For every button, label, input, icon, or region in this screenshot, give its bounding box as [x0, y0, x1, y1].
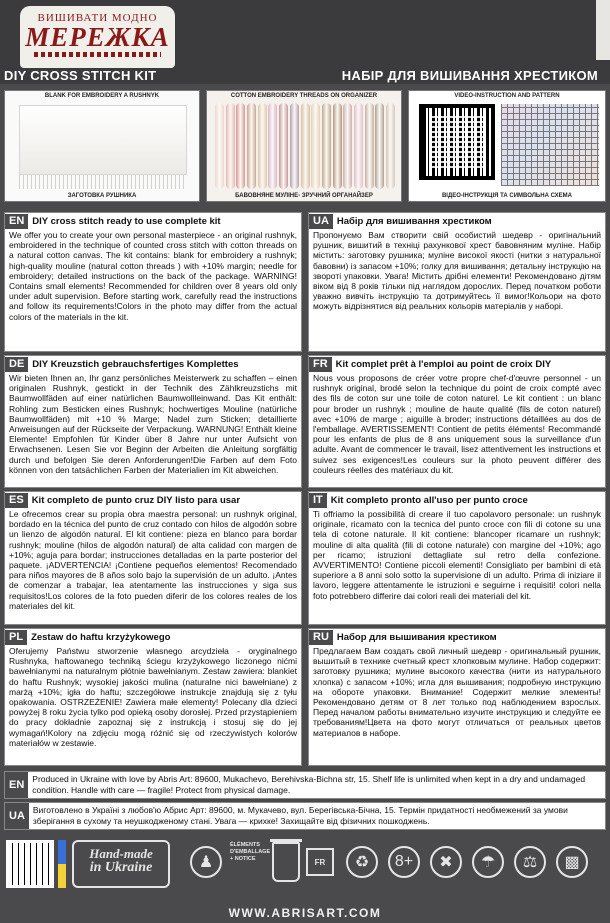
description-ua [308, 212, 606, 352]
handmade-line2: in Ukraine [89, 860, 153, 875]
brand-logo [20, 6, 175, 68]
ukraine-flag-icon [58, 840, 66, 888]
description-fr [308, 355, 606, 488]
photo-caption-bottom: ЗАГОТОВКА РУШНИКА [67, 193, 137, 199]
block-text: We offer you to create your own personal masterpiece - an original rushnyk, embroidered in the technique of counted cross stitch with cotton threads on a natural cotton canvas. The kit contains: blank for embroidery a rushnyk; high-quality mouline (natural cotton threads ) with +10% margin; needle for embroidery; detailed instructions on the back of the package. WARNING! Contains small elements! Recommended for children over 8 years old only under adult supervision. Before starting work, carefully read the instructions and follow its requirements!Colors in the photo may differ from the actual colors of the materials in the kit. [9, 230, 297, 322]
fragile-glass-icon: ▩ [556, 846, 588, 878]
towel-image [19, 105, 187, 175]
thread-skein [386, 103, 395, 189]
lang-code: UA [5, 803, 29, 829]
header [0, 0, 610, 84]
lang-code: RU [309, 630, 333, 645]
description-pl [4, 628, 302, 766]
photo-caption-bottom: ВІДЕО-ІНСТРУКЦІЯ ТА СИМВОЛЬНА СХЕМА [441, 193, 573, 199]
block-title: Набор для вышивания крестиком [336, 632, 497, 643]
block-text: Le ofrecemos crear su propia obra maestra personal: un rushnyk original, bordado en la técnica del punto de cruz contado con hilos de algodón sobre un lienzo de algodón natural. El kit contiene: pieza en blanco para bordar rushnyk; mouline (hilos de algodón natural) de alta calidad con margen de +10%; aguja para bordar; instrucciones detalladas en la parte posterior del paquete. ¡ADVERTENCIA! ¡Contiene pequeños elementos! Recomendado para niños mayores de 8 años solo bajo la supervisión de un adulto. ¡Antes de comenzar a trabajar, lea atentamente las instrucciones y siga sus requisitos!Los colores de la foto pueden diferir de los colores reales de los materiales del kit. [9, 509, 297, 611]
footer [0, 836, 610, 923]
photo-rushnyk-blank [4, 90, 200, 202]
triman-label: ÉLÉMENTS D'EMBALLAGE + NOTICE [230, 842, 271, 862]
lang-code: UA [309, 214, 333, 229]
manufacturer-info-ua [4, 802, 606, 830]
age-8-plus-icon: 8+ [388, 846, 420, 878]
thread-skein [365, 103, 374, 189]
lang-code: FR [309, 357, 332, 372]
towel-fringe [19, 175, 187, 189]
video-qr-code-icon[interactable] [419, 104, 495, 180]
manufacturer-text: Produced in Ukraine with love by Abris Art: 89600, Mukachevo, Berehivska-Bichna str, 15. Shelf life is unlimited when kept in a dry and undamaged condition. Handle with care — fragile! Protect from physical damage. [32, 774, 586, 795]
handmade-badge [72, 840, 170, 888]
package-corner [596, 0, 610, 60]
thread-skein [375, 103, 384, 189]
lang-code: IT [309, 493, 327, 508]
kit-title-en: DIY CROSS STITCH KIT [4, 68, 157, 83]
thread-skein [268, 103, 277, 189]
block-title: DIY cross stitch ready to use complete kit [32, 216, 221, 227]
thread-skein [333, 103, 342, 189]
handle-with-care-icon: ⚖ [514, 846, 546, 878]
photo-caption-top: BLANK FOR EMBROIDERY A RUSHNYK [44, 93, 160, 99]
block-title: Zestaw do haftu krzyżykowego [31, 632, 171, 643]
thread-skein [354, 103, 363, 189]
thread-skein [258, 103, 267, 189]
lang-code: ES [5, 493, 28, 508]
block-title: Kit complet prêt à l'emploi au point de croix DIY [335, 359, 552, 370]
description-en [4, 212, 302, 352]
block-title: Kit completo de punto cruz DIY listo para usar [31, 495, 241, 506]
thread-skein [290, 103, 299, 189]
website-qr-code-icon[interactable] [6, 840, 54, 888]
block-text: Пропонуємо Вам створити свій особистий шедевр - оригінальний рушник, вишитий в техніці рахункової хрест бавовняним муліне. Набір містить: заготовку рушника; муліне високої якості (нитки з натуральної бавовни) із запасом +10%; голку для вишивання; детальну інструкцію на звороті упаковки. Увага! Містить дрібні елементи! Рекомендовано дітям віком від 8 років тільки під наглядом дорослих. Перед початком роботи уважно вивчіть інструкцію та дотримуйтесь її вимог!Кольори на фото можуть відрізнятися від реальних кольорів матеріалів у наборі. [313, 230, 601, 312]
photo-caption-top: COTTON EMBROIDERY THREADS ON ORGANIZER [230, 93, 378, 99]
description-de [4, 355, 302, 488]
logo-brand: МЕРЕЖКА [25, 22, 170, 52]
block-text: Ti offriamo la possibilità di creare il tuo capolavoro personale: un rushnyk originale, ricamato con la tecnica del punto croce con fili di cotone su una tela di cotone naturale. Il kit contiene: blancoper ricamare un rushnyk; mouline di alta qualità (fili di cotone naturale) con margine del +10%; ago per ricamo; istruzioni dettagliate sul retro della confezione. AVVERTIMENTO! Contiene piccoli elementi! Consigliato per bambini di età superiore a 8 anni solo sotto la supervisione di un adulto. Prima di iniziare il lavoro, leggere attentamente le istruzioni e seguirne i requisiti! colori nella foto potrebbero differire dai colori reali dei materiali del kit. [313, 509, 601, 601]
block-text: Nous vous proposons de créer votre propre chef-d'œuvre personnel - un rushnyk original, brodé selon la technique du point de croix compté avec des fils de coton sur une toile de coton naturel. Le kit contient : un blanc pour broder un rushnyk ; mouline de haute qualité (fils de coton naturel) avec +10% de marge ; aiguille à broder; instructions détaillées au dos de l'emballage. AVERTISSEMENT! Contient de petits éléments! Recommandé pour les enfants de plus de 8 ans uniquement sous la surveillance d'un adulte. Avant de commencer le travail, lisez attentivement les instructions et suivez ses exigences!Les couleurs sur la photo peuvent différer des couleurs réelles des matériaux du kit. [313, 373, 601, 475]
lang-code: DE [5, 357, 28, 372]
thread-organizer-image [215, 103, 395, 189]
thread-skein [343, 103, 352, 189]
photo-instruction [408, 90, 606, 202]
description-es [4, 491, 302, 625]
thread-skein [279, 103, 288, 189]
thread-skein [226, 103, 235, 189]
recycle-bin-icon [272, 842, 300, 882]
photo-strip [4, 90, 606, 202]
kit-title-ua: НАБІР ДЛЯ ВИШИВАННЯ ХРЕСТИКОМ [341, 68, 598, 83]
photo-caption-top: VIDEO-INSTRUCTION AND PATTERN [454, 93, 560, 99]
triman-icon: ♟ [190, 846, 222, 878]
thread-skein [301, 103, 310, 189]
lang-code: EN [5, 214, 28, 229]
handmade-line1: Hand-made [89, 846, 153, 861]
photo-threads [206, 90, 402, 202]
keep-dry-umbrella-icon: ☂ [472, 846, 504, 878]
thread-skein [236, 103, 245, 189]
thread-skein [322, 103, 331, 189]
description-ru [308, 628, 606, 766]
recycle-arrows-icon: ♻ [346, 846, 378, 878]
block-text: Wir bieten Ihnen an, Ihr ganz persönliches Meisterwerk zu schaffen – einen originalen Rushnyk, gestickt in der Technik des Zählkreuzstichs mit Baumwollfäden auf einer natürlichen Baumwollleinwand. Das Kit enthält: Rohling zum Besticken eines Rushnyk; hochwertiges Mouline (natürliche Baumwollfäden) mit +10 % Marge; Nadel zum Sticken; detaillierte Anweisungen auf der Rückseite der Verpackung. WARNUNG! Enthält kleine Elemente! Empfohlen für Kinder über 8 Jahre nur unter Aufsicht von Erwachsenen. Lesen Sie vor Beginn der Arbeiten die Anleitung sorgfältig durch und befolgen Sie deren Anforderungen!Die Farben auf dem Foto können von den tatsächlichen Farben der Materialien im Kit abweichen. [9, 373, 297, 475]
recycle-fr-icon: FR [306, 848, 334, 876]
manufacturer-text: Виготовлено в Україні з любов'ю Абрис Арт: 89600, м. Мукачево, вул. Берегівська-Бічна, 15. Термін придатності необмежений за умови зберігання в сухому та неушкодженому стані. Увага — крихке! Захищайте від фізичних пошкоджень. [32, 805, 568, 826]
manufacturer-info-en [4, 771, 606, 799]
block-title: Kit completo pronto all'uso per punto croce [330, 495, 528, 506]
thread-skein [311, 103, 320, 189]
pattern-scheme-image [501, 104, 599, 186]
no-children-icon: ✖ [430, 846, 462, 878]
block-text: Предлагаем Вам создать свой личный шедевр - оригинальный рушник, вышитый в технике счетный крест хлопковым мулине. Набор содержит: заготовку рушника; мулине высокого качества (нити из натурального хлопка) с запасом +10%; игла для вышивания; подробную инструкцию на обороте упаковки. Внимание! Содержит мелкие элементы! Рекомендовано детям от 8 лет только под наблюдением взрослых. Перед началом работы внимательно изучите инструкцию и следуйте ее требованиям!Цвета на фото могут отличаться от реальных цветов материалов в наборе. [313, 646, 601, 738]
block-text: Oferujemy Państwu stworzenie własnego arcydzieła - oryginalnego Rushnyka, haftowanego techniką ściegu krzyżykowego liczonego nićmi bawełnianymi na naturalnym płótnie bawełnianym. Zestaw zawiera: blankiet do haftu Rushnyk; wysokiej jakości mulina (naturalne nici bawełniane) z marżą +10%; igła do haftu; szczegółowe instrukcje znajdują się z tyłu opakowania. OSTRZEŻENIE! Zawiera małe elementy! Polecany dla dzieci powyżej 8 roku życia tylko pod opieką osoby dorosłej. Przed przystąpieniem do pracy dokładnie zapoznaj się z instrukcją i stosuj się do jej wymagań!Kolory na zdjęciu mogą różnić się od rzeczywistych kolorów materiałów w zestawie. [9, 646, 297, 748]
lang-code: PL [5, 630, 27, 645]
block-title: Набір для вишивання хрестиком [336, 216, 492, 227]
website-url[interactable]: WWW.ABRISART.COM [228, 906, 382, 920]
stitch-decoration [34, 52, 161, 57]
lang-code: EN [5, 772, 28, 798]
description-it [308, 491, 606, 625]
thread-skein [247, 103, 256, 189]
photo-caption-bottom: БАВОВНЯНЕ МУЛІНЕ- ЗРУЧНИЙ ОРГАНАЙЗЕР [235, 193, 373, 199]
block-title: DIY Kreuzstich gebrauchsfertiges Komplettes [32, 359, 239, 370]
logo-tagline: ВИШИВАТИ МОДНО [37, 12, 158, 24]
thread-skein [215, 103, 224, 189]
